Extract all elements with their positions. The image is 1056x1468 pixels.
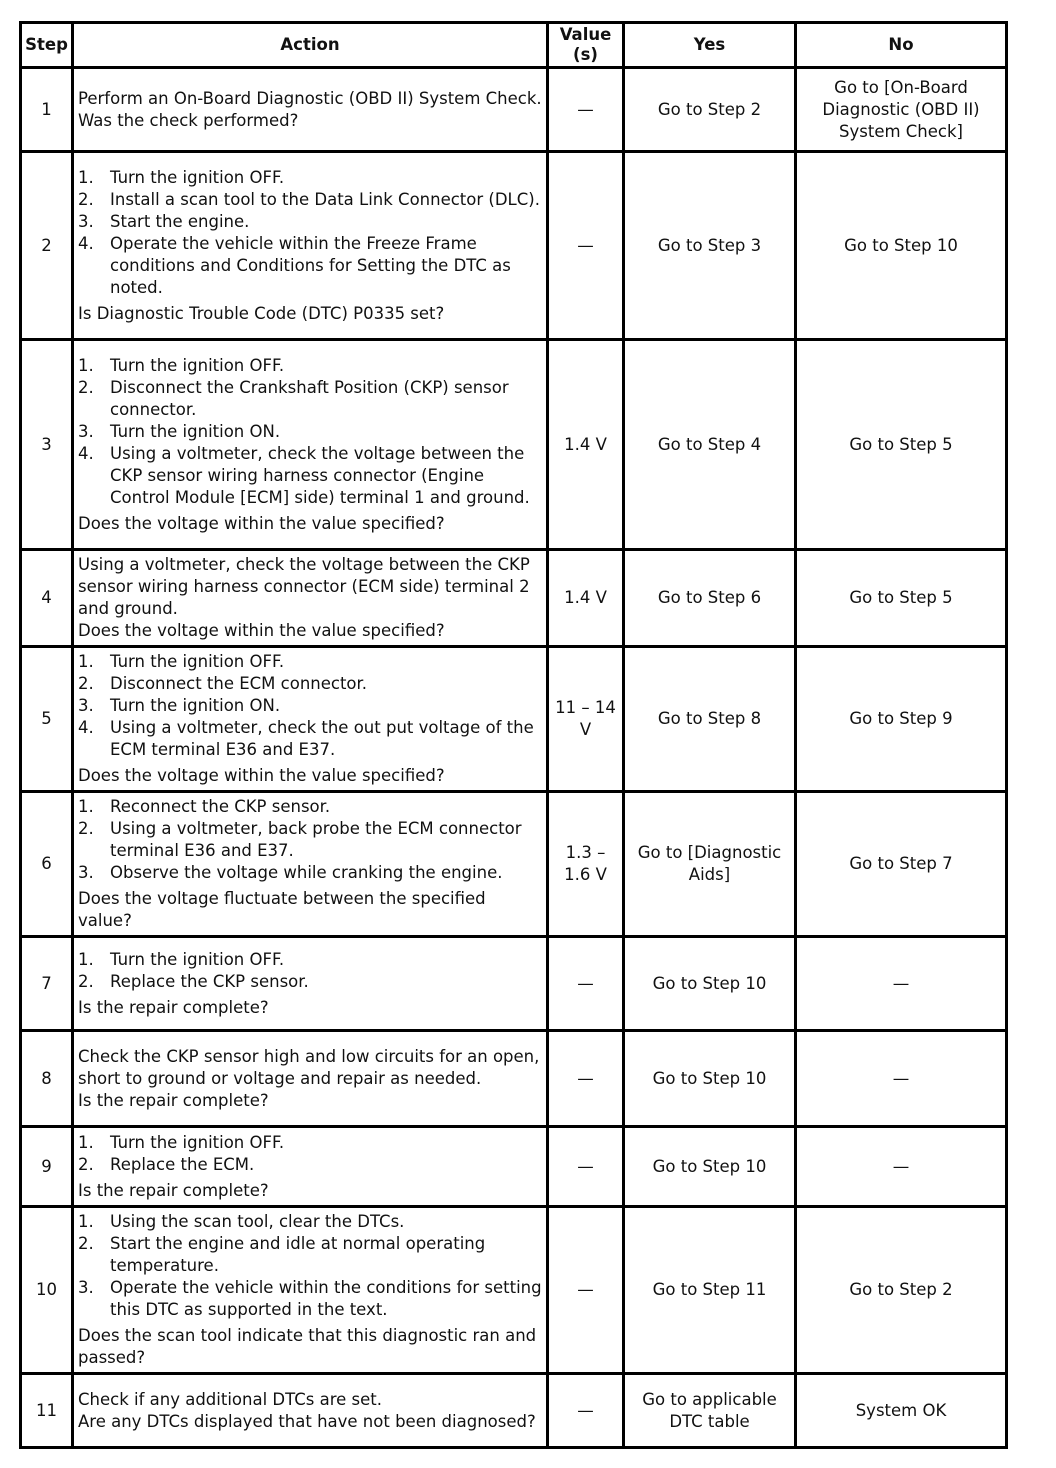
action-step-number: 2. xyxy=(78,819,94,838)
action-step-item xyxy=(78,167,542,189)
action-step-number: 2. xyxy=(78,377,94,397)
action-step-item xyxy=(78,443,542,509)
action-question: Does the voltage fluctuate between the specified value? xyxy=(78,889,486,930)
action-cell xyxy=(73,340,548,550)
yes-outcome: Go to Step 3 xyxy=(624,152,796,340)
no-outcome: Go to Step 2 xyxy=(796,1207,1007,1374)
action-question: Are any DTCs displayed that have not been diagnosed? xyxy=(78,1411,536,1431)
value-cell: — xyxy=(548,1374,624,1448)
step-number: 10 xyxy=(21,1207,73,1374)
action-step-item xyxy=(78,1132,542,1154)
header-value: Value (s) xyxy=(548,23,624,68)
no-outcome: System OK xyxy=(796,1374,1007,1448)
action-step-number: 2. xyxy=(78,189,94,209)
action-step-number: 2. xyxy=(78,674,94,693)
action-step-text: Start the engine. xyxy=(110,211,250,231)
action-question: Is Diagnostic Trouble Code (DTC) P0335 set? xyxy=(78,303,445,323)
action-question: Does the voltage within the value specified? xyxy=(78,766,445,785)
action-question: Does the voltage within the value specified? xyxy=(78,513,445,533)
action-step-number: 1. xyxy=(78,652,94,671)
table-row xyxy=(21,550,1007,647)
action-step-text: Using a voltmeter, check the voltage between the CKP sensor wiring harness connector (Engine Control Module [ECM] side) terminal 1 and ground. xyxy=(110,443,530,507)
action-step-text: Turn the ignition ON. xyxy=(110,696,281,715)
action-step-text: Operate the vehicle within the conditions for setting this DTC as supported in the text. xyxy=(110,1278,542,1319)
step-number: 6 xyxy=(21,792,73,937)
table-row xyxy=(21,1207,1007,1374)
value-cell: 1.4 V xyxy=(548,550,624,647)
action-cell xyxy=(73,792,548,937)
yes-outcome: Go to Step 10 xyxy=(624,1127,796,1207)
action-cell xyxy=(73,1374,548,1448)
action-step-item xyxy=(78,1154,542,1176)
step-number: 2 xyxy=(21,152,73,340)
step-number: 4 xyxy=(21,550,73,647)
header-step: Step xyxy=(21,23,73,68)
yes-outcome: Go to Step 8 xyxy=(624,647,796,792)
action-cell xyxy=(73,937,548,1031)
action-question: Does the scan tool indicate that this diagnostic ran and passed? xyxy=(78,1326,537,1367)
action-step-item xyxy=(78,796,542,818)
action-step-item xyxy=(78,673,542,695)
action-step-item xyxy=(78,355,542,377)
action-step-number: 3. xyxy=(78,211,94,231)
action-step-item xyxy=(78,1211,542,1233)
action-step-number: 2. xyxy=(78,1154,94,1174)
action-cell xyxy=(73,1207,548,1374)
action-step-item xyxy=(78,189,542,211)
action-step-item xyxy=(78,1233,542,1277)
step-number: 9 xyxy=(21,1127,73,1207)
action-step-text: Operate the vehicle within the Freeze Frame conditions and Conditions for Setting the DTC as noted. xyxy=(110,233,511,297)
action-step-number: 3. xyxy=(78,863,94,882)
no-outcome: Go to [On-Board Diagnostic (OBD II) System Check] xyxy=(796,68,1007,152)
action-step-text: Turn the ignition OFF. xyxy=(110,652,285,671)
table-row xyxy=(21,152,1007,340)
value-cell: — xyxy=(548,1127,624,1207)
step-number: 1 xyxy=(21,68,73,152)
no-outcome: — xyxy=(796,1127,1007,1207)
table-row xyxy=(21,340,1007,550)
value-cell: 11 – 14 V xyxy=(548,647,624,792)
action-step-number: 1. xyxy=(78,949,94,969)
action-step-item xyxy=(78,971,542,993)
action-step-text: Reconnect the CKP sensor. xyxy=(110,797,331,816)
step-number: 5 xyxy=(21,647,73,792)
action-intro: Check the CKP sensor high and low circuits for an open, short to ground or voltage and repair as needed. xyxy=(78,1046,540,1088)
header-yes: Yes xyxy=(624,23,796,68)
yes-outcome: Go to [Diagnostic Aids] xyxy=(624,792,796,937)
action-step-number: 3. xyxy=(78,1278,94,1297)
action-step-text: Turn the ignition ON. xyxy=(110,421,281,441)
yes-outcome: Go to Step 6 xyxy=(624,550,796,647)
action-step-item xyxy=(78,211,542,233)
step-number: 8 xyxy=(21,1031,73,1127)
action-step-text: Turn the ignition OFF. xyxy=(110,355,285,375)
header-row xyxy=(21,23,1007,68)
action-step-item xyxy=(78,1277,542,1321)
value-cell: — xyxy=(548,937,624,1031)
action-cell xyxy=(73,1127,548,1207)
action-step-number: 3. xyxy=(78,421,94,441)
action-step-text: Turn the ignition OFF. xyxy=(110,949,285,969)
action-step-text: Turn the ignition OFF. xyxy=(110,1132,285,1152)
step-number: 7 xyxy=(21,937,73,1031)
action-step-number: 1. xyxy=(78,797,94,816)
action-step-number: 2. xyxy=(78,971,94,991)
action-step-text: Disconnect the ECM connector. xyxy=(110,674,368,693)
action-step-item xyxy=(78,377,542,421)
action-step-item xyxy=(78,717,542,761)
action-cell xyxy=(73,550,548,647)
action-step-item xyxy=(78,233,542,299)
no-outcome: Go to Step 10 xyxy=(796,152,1007,340)
no-outcome: Go to Step 9 xyxy=(796,647,1007,792)
action-step-text: Replace the ECM. xyxy=(110,1154,255,1174)
value-cell: 1.4 V xyxy=(548,340,624,550)
no-outcome: — xyxy=(796,937,1007,1031)
table-row xyxy=(21,1127,1007,1207)
action-step-number: 4. xyxy=(78,718,94,737)
action-step-item xyxy=(78,818,542,862)
action-step-item xyxy=(78,862,542,884)
value-cell: — xyxy=(548,152,624,340)
action-step-text: Start the engine and idle at normal operating temperature. xyxy=(110,1234,486,1275)
header-no: No xyxy=(796,23,1007,68)
table-row xyxy=(21,792,1007,937)
action-question: Is the repair complete? xyxy=(78,1090,269,1110)
action-cell xyxy=(73,152,548,340)
action-step-text: Install a scan tool to the Data Link Connector (DLC). xyxy=(110,189,540,209)
action-cell xyxy=(73,1031,548,1127)
action-step-text: Using a voltmeter, check the out put voltage of the ECM terminal E36 and E37. xyxy=(110,718,534,759)
action-step-number: 1. xyxy=(78,167,94,187)
table-row xyxy=(21,68,1007,152)
action-step-text: Turn the ignition OFF. xyxy=(110,167,285,187)
action-step-text: Using a voltmeter, back probe the ECM connector terminal E36 and E37. xyxy=(110,819,522,860)
action-step-text: Using the scan tool, clear the DTCs. xyxy=(110,1212,405,1231)
value-cell: — xyxy=(548,1031,624,1127)
no-outcome: Go to Step 5 xyxy=(796,550,1007,647)
table-row xyxy=(21,1031,1007,1127)
table-row xyxy=(21,1374,1007,1448)
yes-outcome: Go to Step 11 xyxy=(624,1207,796,1374)
value-cell: — xyxy=(548,68,624,152)
action-question: Is the repair complete? xyxy=(78,1180,269,1200)
action-step-item xyxy=(78,695,542,717)
action-cell xyxy=(73,68,548,152)
step-number: 3 xyxy=(21,340,73,550)
action-intro: Check if any additional DTCs are set. xyxy=(78,1389,382,1409)
diagnostic-table xyxy=(19,21,1008,1449)
action-step-item xyxy=(78,421,542,443)
header-action: Action xyxy=(73,23,548,68)
no-outcome: — xyxy=(796,1031,1007,1127)
step-number: 11 xyxy=(21,1374,73,1448)
action-step-number: 4. xyxy=(78,233,94,253)
action-cell xyxy=(73,647,548,792)
no-outcome: Go to Step 7 xyxy=(796,792,1007,937)
yes-outcome: Go to applicable DTC table xyxy=(624,1374,796,1448)
value-cell: 1.3 – 1.6 V xyxy=(548,792,624,937)
yes-outcome: Go to Step 10 xyxy=(624,937,796,1031)
action-step-item xyxy=(78,949,542,971)
action-step-text: Disconnect the Crankshaft Position (CKP) sensor connector. xyxy=(110,377,509,419)
action-step-text: Observe the voltage while cranking the engine. xyxy=(110,863,503,882)
yes-outcome: Go to Step 4 xyxy=(624,340,796,550)
action-step-number: 1. xyxy=(78,1132,94,1152)
action-intro: Using a voltmeter, check the voltage between the CKP sensor wiring harness connector (ECM side) terminal 2 and ground. xyxy=(78,555,530,618)
table-row xyxy=(21,937,1007,1031)
action-intro: Perform an On-Board Diagnostic (OBD II) System Check. xyxy=(78,88,542,108)
action-step-number: 3. xyxy=(78,696,94,715)
no-outcome: Go to Step 5 xyxy=(796,340,1007,550)
action-question: Was the check performed? xyxy=(78,110,299,130)
action-step-number: 1. xyxy=(78,355,94,375)
yes-outcome: Go to Step 2 xyxy=(624,68,796,152)
action-step-number: 4. xyxy=(78,443,94,463)
action-question: Is the repair complete? xyxy=(78,997,269,1017)
value-cell: — xyxy=(548,1207,624,1374)
action-question: Does the voltage within the value specified? xyxy=(78,621,445,640)
table-row xyxy=(21,647,1007,792)
action-step-text: Replace the CKP sensor. xyxy=(110,971,309,991)
action-step-number: 2. xyxy=(78,1234,94,1253)
action-step-number: 1. xyxy=(78,1212,94,1231)
yes-outcome: Go to Step 10 xyxy=(624,1031,796,1127)
action-step-item xyxy=(78,651,542,673)
